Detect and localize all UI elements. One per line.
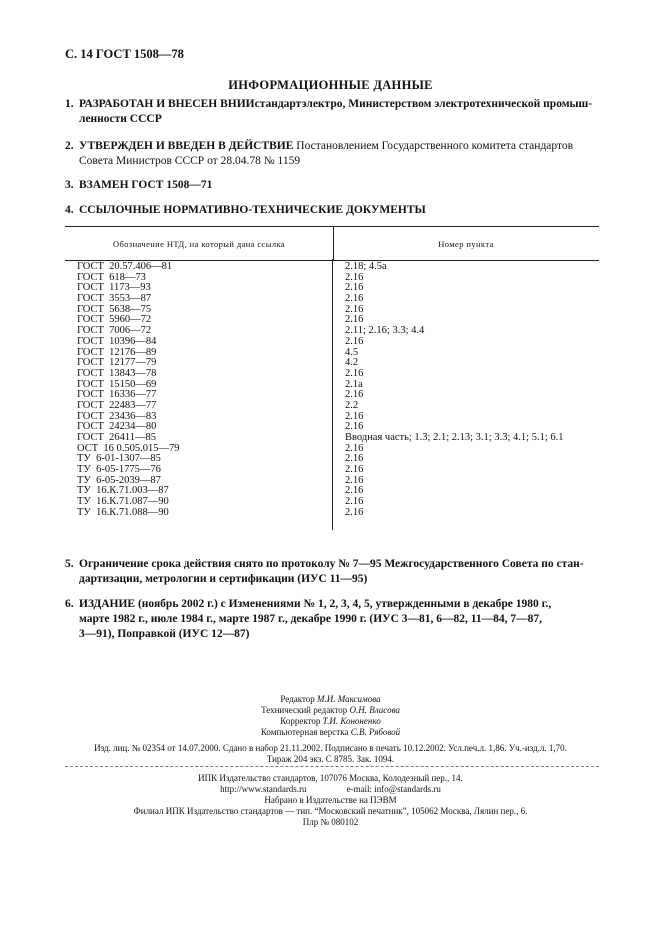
clause-number: 2.16 — [345, 506, 364, 518]
section-title: ИНФОРМАЦИОННЫЕ ДАННЫЕ — [228, 78, 433, 92]
clause-number: 2.16 — [345, 464, 364, 476]
imprint-line: Тираж 204 экз. С 8785. Зак. 1094. — [266, 754, 395, 764]
item-text-cont: 3—91), Поправкой (ИУС 12—87) — [79, 628, 250, 640]
document-designation: ТУ 16.К.71.088—90 — [77, 506, 169, 518]
clause-number: 2.16 — [345, 271, 364, 283]
item-number: 1. — [65, 98, 74, 110]
document-designation: ТУ 16.К.71.003—87 — [77, 485, 169, 497]
document-designation: ГОСТ 24234—80 — [77, 421, 157, 433]
document-designation: ГОСТ 10396—84 — [77, 335, 157, 347]
document-designation: ГОСТ 22483—77 — [77, 399, 157, 411]
clause-number: 2.16 — [345, 335, 364, 347]
document-designation: ОСТ 16 0.505.015—79 — [77, 442, 180, 454]
clause-number: 2.16 — [345, 314, 364, 326]
clause-number: 2.16 — [345, 303, 364, 315]
clause-number: 2.2 — [345, 399, 359, 411]
clause-number: 2.16 — [345, 496, 364, 508]
info-item-4 — [65, 203, 600, 218]
item-number: 2. — [65, 140, 74, 152]
info-item-5 — [65, 557, 600, 587]
document-designation: ТУ 6-01-1307—85 — [77, 453, 161, 465]
clause-number: 2.16 — [345, 389, 364, 401]
item-text: ВЗАМЕН ГОСТ 1508—71 — [79, 179, 213, 191]
info-item-6 — [65, 597, 600, 642]
column-header-clause: Номер пункта — [438, 238, 494, 249]
clause-number: 2.1а — [345, 378, 363, 390]
document-designation: ГОСТ 7006—72 — [77, 325, 152, 337]
publisher-block — [0, 773, 661, 828]
credit-editor: Редактор М.И. Максимова — [280, 694, 381, 704]
clause-number: 2.11; 2.16; 3.3; 4.4 — [345, 325, 425, 337]
website-link[interactable]: http://www.standards.ru — [220, 784, 307, 794]
item-number: 4. — [65, 204, 74, 216]
page-header: С. 14 ГОСТ 1508—78 — [65, 47, 184, 61]
info-item-3 — [65, 178, 600, 193]
publisher-web-line — [0, 784, 661, 795]
reference-table-body — [65, 262, 599, 519]
imprint-line: Изд. лиц. № 02354 от 14.07.2000. Сдано в набор 21.11.2002. Подписано в печать 10.12.2002. Усл.печ.л. 1,86. Уч.-изд.л. 1,70. — [94, 743, 567, 753]
info-item-2 — [65, 139, 600, 169]
clause-number: 4.2 — [345, 357, 359, 369]
document-designation: ГОСТ 26411—85 — [77, 432, 157, 443]
clause-number: 2.16 — [345, 485, 364, 497]
credits-block — [0, 694, 661, 738]
item-text: ССЫЛОЧНЫЕ НОРМАТИВНО-ТЕХНИЧЕСКИЕ ДОКУМЕНТЫ — [79, 204, 426, 216]
document-designation: ГОСТ 1173—93 — [77, 282, 151, 294]
item-text-cont: Совета Министров СССР от 28.04.78 № 1159 — [79, 155, 301, 167]
clause-number: Вводная часть; 1.3; 2.1; 2.13; 3.1; 3.3; 4.1; 5.1; 6.1 — [345, 432, 564, 443]
table-row — [65, 508, 599, 519]
clause-number: 2.18; 4.5а — [345, 261, 387, 272]
document-designation: ГОСТ 15150—69 — [77, 378, 157, 390]
table-row — [65, 369, 599, 380]
item-text: РАЗРАБОТАН И ВНЕСЕН ВНИИстандартэлектро, Министерством электротехнической промыш- — [79, 98, 593, 110]
document-designation: ГОСТ 13843—78 — [77, 367, 157, 379]
clause-number: 2.16 — [345, 293, 364, 305]
document-designation: ГОСТ 5960—72 — [77, 314, 152, 326]
email-link[interactable]: e-mail: info@standards.ru — [346, 784, 441, 794]
document-designation: ГОСТ 16336—77 — [77, 389, 157, 401]
table-row — [65, 337, 599, 348]
credit-layout: Компьютерная верстка С.В. Рябовой — [260, 727, 401, 737]
document-designation: ГОСТ 12177—79 — [77, 357, 157, 369]
item-number: 6. — [65, 598, 74, 610]
clause-number: 2.16 — [345, 442, 364, 454]
document-designation: ГОСТ 23436—83 — [77, 410, 157, 422]
document-designation: ГОСТ 12176—89 — [77, 346, 157, 358]
item-text-cont: ленности СССР — [79, 113, 162, 125]
item-text-bold: УТВЕРЖДЕН И ВВЕДЕН В ДЕЙСТВИЕ — [79, 140, 294, 152]
publisher-line: Филиал ИПК Издательство стандартов — тип. “Московский печатник”, 105062 Москва, Лялин пер., 6. — [133, 806, 528, 816]
item-text-cont: марте 1982 г., июле 1984 г., марте 1987 г., декабре 1990 г. (ИУС 3—81, 6—82, 11—84, 7—87, — [79, 613, 543, 625]
item-text: Постановлением Государственного комитета стандартов — [293, 140, 574, 152]
item-text: Ограничение срока действия снято по протоколу № 7—95 Межгосударственного Совета по стан- — [79, 558, 584, 570]
publisher-line: ИПК Издательство стандартов, 107076 Москва, Колодезный пер., 14. — [198, 773, 463, 783]
clause-number: 2.16 — [345, 453, 364, 465]
clause-number: 2.16 — [345, 282, 364, 294]
credit-corrector: Корректор Т.И. Кононенко — [280, 716, 381, 726]
column-header-document: Обозначение НТД, на который дана ссылка — [65, 227, 334, 260]
item-text: ИЗДАНИЕ (ноябрь 2002 г.) с Изменениями № 1, 2, 3, 4, 5, утвержденными в декабре 1980 г., — [79, 598, 552, 610]
publisher-line: Плр № 080102 — [302, 817, 359, 827]
document-designation: ГОСТ 20.57.406—81 — [77, 261, 173, 272]
separator-line — [65, 766, 599, 767]
document-designation: ГОСТ 5638—75 — [77, 303, 152, 315]
document-designation: ГОСТ 3553—87 — [77, 293, 152, 305]
credit-tech-editor: Технический редактор О.Н. Власова — [261, 705, 400, 715]
item-number: 5. — [65, 558, 74, 570]
clause-number: 2.16 — [345, 474, 364, 486]
imprint-block — [0, 743, 661, 765]
document-designation: ТУ 6-05-1775—76 — [77, 464, 161, 476]
document-designation: ТУ 16.К.71.087—90 — [77, 496, 169, 508]
item-text-cont: дартизации, метрологии и сертификации (ИУС 11—95) — [79, 573, 368, 585]
clause-number: 4.5 — [345, 346, 359, 358]
clause-number: 2.16 — [345, 367, 364, 379]
document-designation: ГОСТ 618—73 — [77, 271, 146, 283]
publisher-line: Набрано в Издательстве на ПЭВМ — [264, 795, 397, 805]
info-item-1 — [65, 97, 600, 127]
clause-number: 2.16 — [345, 410, 364, 422]
item-number: 3. — [65, 179, 74, 191]
clause-number: 2.16 — [345, 421, 364, 433]
document-designation: ТУ 6-05-2039—87 — [77, 474, 161, 486]
reference-table-header — [65, 226, 599, 261]
